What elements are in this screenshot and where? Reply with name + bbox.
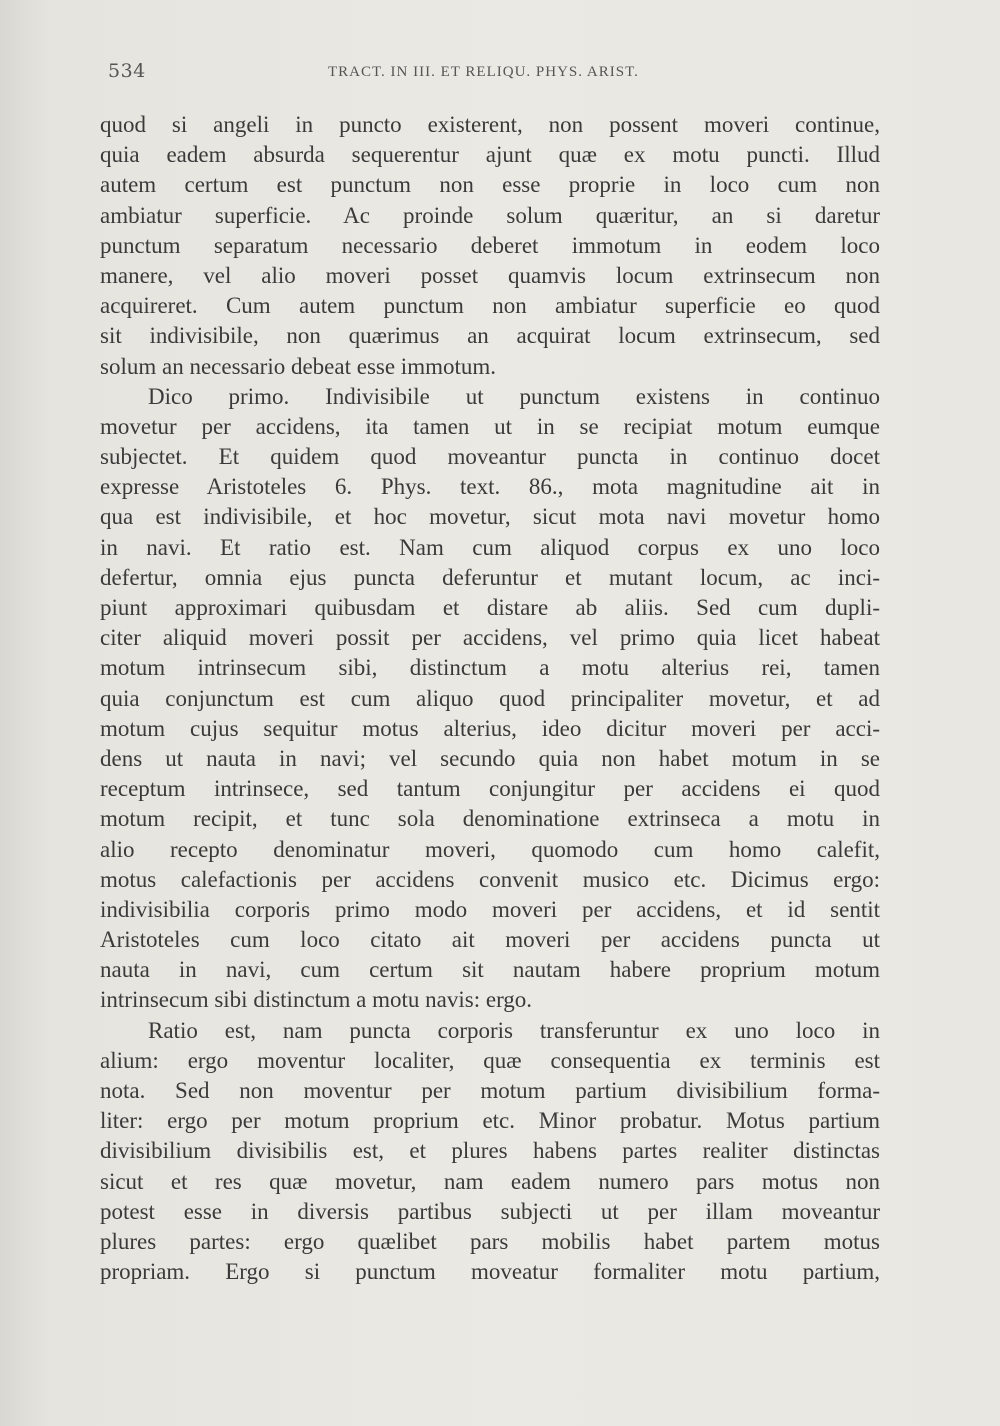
text-line: Aristoteles cum loco citato ait moveri per accidens puncta ut	[100, 927, 880, 953]
paragraph-start-line: Dico primo. Indivisibile ut punctum existens in continuo	[148, 383, 880, 409]
text-line: quod si angeli in puncto existerent, non possent moveri continue,	[100, 112, 880, 137]
text-line: receptum intrinsece, sed tantum conjungitur per accidens ei quod	[100, 776, 880, 802]
text-line: autem certum est punctum non esse proprie in loco cum non	[100, 172, 880, 198]
text-line: alio recepto denominatur moveri, quomodo cum homo calefit,	[100, 836, 880, 862]
text-line: divisibilium divisibilis est, et plures habens partes realiter distinctas	[100, 1138, 880, 1164]
text-line: citer aliquid moveri possit per accidens, vel primo quia licet habeat	[100, 625, 880, 651]
page-number: 534	[108, 60, 146, 82]
text-line: liter: ergo per motum proprium etc. Minor probatur. Motus partium	[100, 1108, 880, 1134]
text-line: qua est indivisibile, et hoc movetur, sicut mota navi movetur homo	[100, 504, 880, 530]
text-line: motus calefactionis per accidens convenit musico etc. Dicimus ergo:	[100, 866, 880, 892]
text-line: ambiatur superficie. Ac proinde solum quæritur, an si daretur	[100, 202, 880, 228]
text-line: subjectet. Et quidem quod moveantur puncta in continuo docet	[100, 444, 880, 470]
text-line: quia conjunctum est cum aliquo quod principaliter movetur, et ad	[100, 685, 880, 711]
text-line: intrinsecum sibi distinctum a motu navis: ergo.	[100, 987, 533, 1013]
text-line: propriam. Ergo si punctum moveatur formaliter motu partium,	[100, 1259, 880, 1285]
text-line: acquireret. Cum autem punctum non ambiatur superficie eo quod	[100, 293, 880, 319]
paragraph-start-line: Ratio est, nam puncta corporis transferuntur ex uno loco in	[148, 1017, 880, 1043]
text-line: alium: ergo moventur localiter, quæ consequentia ex terminis est	[100, 1047, 880, 1073]
text-line: expresse Aristoteles 6. Phys. text. 86., mota magnitudine ait in	[100, 474, 880, 500]
text-line: movetur per accidens, ita tamen ut in se recipiat motum eumque	[100, 413, 880, 439]
text-line: solum an necessario debeat esse immotum.	[100, 353, 497, 379]
text-line: motum intrinsecum sibi, distinctum a motu alterius rei, tamen	[100, 655, 880, 681]
body-text	[100, 110, 880, 1287]
text-line: potest esse in diversis partibus subjecti ut per illam moveantur	[100, 1198, 880, 1224]
text-line: sicut et res quæ movetur, nam eadem numero pars motus non	[100, 1168, 880, 1194]
text-line: plures partes: ergo quælibet pars mobilis habet partem motus	[100, 1228, 880, 1254]
text-line: piunt approximari quibusdam et distare ab aliis. Sed cum dupli-	[100, 595, 880, 620]
running-head: TRACT. IN III. ET RELIQU. PHYS. ARIST.	[328, 64, 639, 80]
text-line: motum recipit, et tunc sola denominatione extrinseca a motu in	[100, 806, 880, 832]
text-line: defertur, omnia ejus puncta deferuntur et mutant locum, ac inci-	[100, 564, 880, 590]
text-line: in navi. Et ratio est. Nam cum aliquod corpus ex uno loco	[100, 534, 880, 560]
page-header	[108, 60, 878, 90]
text-line: manere, vel alio moveri posset quamvis locum extrinsecum non	[100, 262, 880, 288]
text-line: indivisibilia corporis primo modo moveri per accidens, et id sentit	[100, 896, 880, 922]
text-line: motum cujus sequitur motus alterius, ideo dicitur moveri per acci-	[100, 715, 880, 741]
text-line: punctum separatum necessario deberet immotum in eodem loco	[100, 232, 880, 258]
text-line: quia eadem absurda sequerentur ajunt quæ ex motu puncti. Illud	[100, 142, 880, 168]
text-line: nauta in navi, cum certum sit nautam habere proprium motum	[100, 957, 880, 983]
text-line: dens ut nauta in navi; vel secundo quia non habet motum in se	[100, 745, 880, 771]
text-line: nota. Sed non moventur per motum partium divisibilium forma-	[100, 1078, 880, 1103]
text-line: sit indivisibile, non quærimus an acquirat locum extrinsecum, sed	[100, 323, 880, 349]
